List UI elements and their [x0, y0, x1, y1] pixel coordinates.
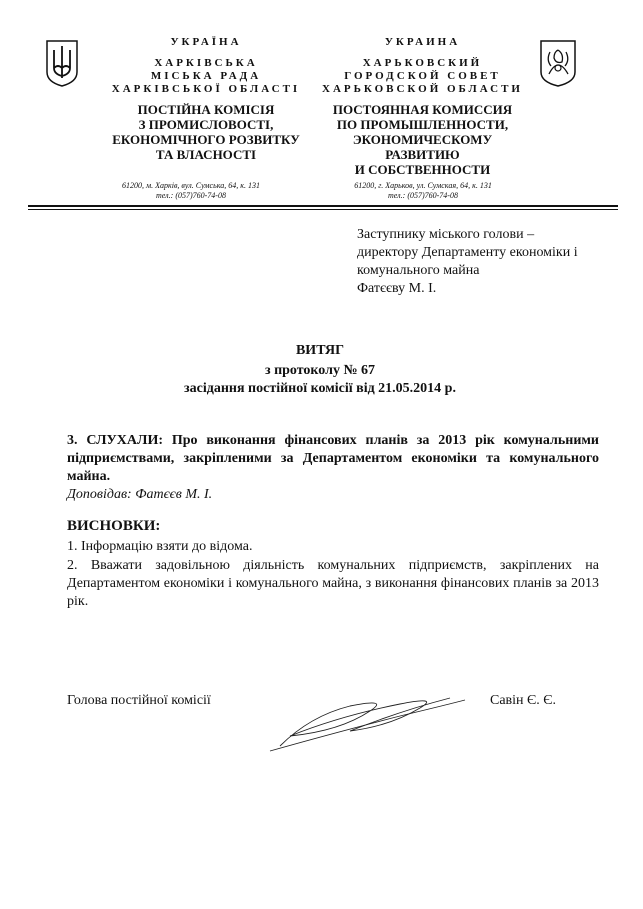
phone-text: тел.: (057)760-74-08 [156, 191, 226, 200]
city-council-line: ГОРОДСКОЙ СОВЕТ [344, 70, 501, 82]
speaker-line: Доповідав: Фатєєв М. І. [67, 487, 213, 502]
country-ru: УКРАИНА [384, 36, 461, 48]
address-text: 61200, м. Харків, вул. Сумська, 64, к. 131 [122, 181, 260, 190]
title-main: ВИТЯГ [295, 343, 345, 358]
addressee-line: комунального майна [357, 263, 480, 278]
city-council-line: ХАРЬКОВСКОЙ ОБЛАСТИ [322, 83, 523, 95]
header-divider-thin [28, 209, 618, 210]
header-right [315, 36, 530, 177]
conclusion-item: 1. Інформацію взяти до відома. [67, 539, 253, 554]
address-text: 61200, г. Харьков, ул. Сумская, 64, к. 131 [354, 181, 492, 190]
ukraine-coat-of-arms-icon [44, 38, 80, 88]
country-ua: УКРАЇНА [170, 36, 242, 48]
document-title [100, 342, 540, 398]
city-council-line: ХАРЬКОВСКИЙ [362, 57, 483, 69]
commission-line: ПОСТОЯННАЯ КОМИССИЯ [332, 102, 513, 117]
address-right [328, 181, 518, 201]
agenda-item-heading: 3. СЛУХАЛИ: Про виконання фінансових планів за 2013 рік комунальними підприємствами, закріпленими за Департаментом економіки та комунального майна. [67, 433, 599, 484]
header-left [96, 36, 316, 162]
commission-line: ПОСТІЙНА КОМІСІЯ [137, 102, 275, 117]
commission-line: ТА ВЛАСНОСТІ [155, 147, 257, 162]
signature-role: Голова постійної комісії [67, 693, 211, 708]
addressee-line: Фатєєву М. І. [357, 281, 437, 296]
addressee-line: директору Департаменту економіки і [357, 245, 578, 260]
title-meeting: засідання постійної комісії від 21.05.2014 р. [184, 381, 456, 396]
kharkiv-coat-of-arms-icon [538, 38, 578, 88]
commission-line: ЕКОНОМІЧНОГО РОЗВИТКУ [112, 132, 300, 147]
commission-line: З ПРОМИСЛОВОСТІ, [138, 117, 274, 132]
addressee-block [357, 226, 617, 298]
conclusion-item: 2. Вважати задовільною діяльність комунальних підприємств, закріплених на Департаментом економіки і комунального майна, з виконання фінансових планів за 2013 рік. [67, 558, 599, 609]
city-council-line: ХАРКІВСЬКОЇ ОБЛАСТІ [111, 83, 301, 95]
address-left [96, 181, 286, 201]
handwritten-signature [250, 676, 480, 756]
addressee-line: Заступнику міського голови – [357, 227, 535, 242]
signature-name: Савін Є. Є. [490, 693, 557, 708]
title-protocol: з протоколу № 67 [264, 363, 376, 378]
commission-line: РАЗВИТИЮ [385, 147, 460, 162]
commission-line: ЭКОНОМИЧЕСКОМУ [352, 132, 493, 147]
commission-line: ПО ПРОМЫШЛЕННОСТИ, [336, 117, 509, 132]
phone-text: тел.: (057)760-74-08 [388, 191, 458, 200]
city-council-line: ХАРКІВСЬКА [154, 57, 258, 69]
conclusions-heading: ВИСНОВКИ: [67, 518, 161, 534]
city-council-line: МІСЬКА РАДА [150, 70, 262, 82]
commission-line: И СОБСТВЕННОСТИ [354, 162, 491, 177]
header-divider-thick [28, 205, 618, 207]
